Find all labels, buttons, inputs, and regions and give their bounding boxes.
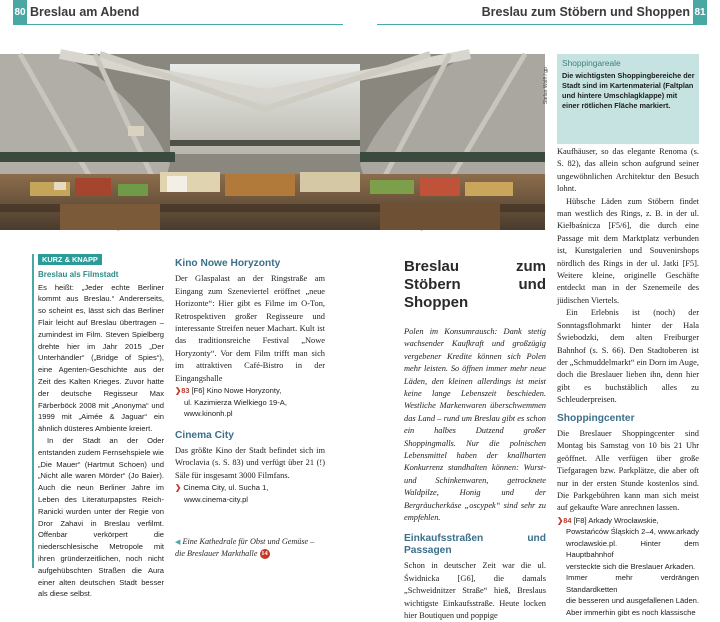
pin-number-83: 83: [181, 386, 190, 396]
cinema-city-address-line1: Cinema City, ul. Sucha 1,: [183, 483, 269, 493]
intro-paragraph: Polen im Konsumrausch: Dank stetig wachsender Kaufkraft und großzügig vergebener Kredite können sich Polen mehr leisten. So öffnen immer mehr neue Läden, den kleinen allerdings ist meist keine lange Lebenszeit beschieden. Westliche Markenwaren überschwemmen das Land – rund um Breslau gibt es schon ein halbes Dutzend großer Shoppingmalls. Nur die polnischen Lebensmittel haben der knallharten Konkurrenz standhalten können: Wurst- und Schinkenwaren, getrocknete Waldpilze, Honig und der Bergräucherkäse „oscypek“ sind sehr zu empfehlen.: [404, 327, 546, 523]
sidebar-rule: [32, 254, 34, 568]
kino-address: [175, 385, 325, 420]
heading-cinema-city: Cinema City: [175, 429, 234, 441]
arkady-line2: Powstańców Śląskich 2–4, www.arkady: [566, 527, 699, 537]
info-box-text: Die wichtigsten Shoppingbereiche der Stadt sind im Kartenmaterial (Faltplan und hintere Umschlagklappe) mit einer rötlichen Fläche markiert.: [562, 71, 695, 110]
running-title-left: Breslau am Abend: [30, 5, 140, 19]
header-rule-left: [13, 24, 343, 25]
sidebar-title: Breslau als Filmstadt: [38, 269, 119, 279]
photo-caption: [175, 536, 325, 559]
column-cinema: [175, 258, 325, 505]
arkady-line7: Aber immerhin gibt es noch klassische: [566, 607, 696, 617]
arkady-line4: versteckte sich die Breslauer Arkaden.: [566, 561, 696, 571]
sidebar-paragraph-1: Es heißt: „Jeder echte Berliner kommt aus Breslau.“ Andererseits, so scheint es, lässt sich das Berliner Flair leicht auf Breslau übertragen – zumindest im Film. Steven Spielberg drehte hier im Jahr 2015 „Der Unterhändler“ („Bridge of Spies“), eine Agenten-Geschichte aus der Zeit des Kalten Krieges. Zuvor hatte der deutsche Regisseur Max Färberböck 2008 mit „Anonyma“ und 1999 mit „Aimée & Jaguar“ ein ähnlich düsteres Ambiente kreiert.: [38, 282, 164, 434]
kino-address-line2: ul. Kazimierza Wielkiego 19-A,: [184, 397, 287, 407]
market-hall-illustration: [0, 54, 545, 230]
photo-credit: Stefan Wolff / gp: [543, 67, 549, 104]
kino-website[interactable]: www.kinonh.pl: [184, 409, 233, 419]
heading-shoppingcenter: Shoppingcenter: [557, 412, 635, 424]
stoebern-paragraph: Hübsche Läden zum Stöbern findet man westlich des Rings, z. B. in der ul. Kiełbaśnicza [F5/6], die durch eine Passage mit dem Marktplatz verbunden ist, Kunstgalerien und Souvenirshops nördlich des Rings in der ul. Jatki [F5]. Weitere kleine, originelle Geschäfte entdeckt man in der Szenemeile des jüdischen Viertels.: [557, 196, 699, 305]
kino-address-line1: [F6] Kino Nowe Horyzonty,: [191, 386, 282, 396]
info-box-title: Shoppingareale: [562, 58, 621, 68]
flohmarkt-paragraph: Ein Erlebnis ist (noch) der Sonntagsflohmarkt hinter der Hala Świebodzki, dem alten Freiburger Bahnhof (s. S. 66). Den Stadtoberen ist der „Schmuddelmarkt“ ein Dorn im Auge, doch die Breslauer lieben ihn, denn hier gibt es buchstäblich alles zu Schleuderpreisen.: [557, 308, 699, 405]
page-number-right: 81: [693, 0, 707, 24]
column-shopping-intro: [404, 258, 546, 622]
sidebar-box: [38, 254, 164, 600]
column-shopping-continued: [557, 146, 699, 618]
heading-kino-nowe-horyzonty: Kino Nowe Horyzonty: [175, 258, 281, 269]
arkady-line6: die besseren und ausgefallenen Läden.: [566, 596, 699, 606]
map-pin-icon: ❯: [175, 483, 182, 493]
einkaufsstrassen-paragraph: Schon in deutscher Zeit war die ul. Świdnicka [G6], die damals „Schweidnitzer Straße“ hieß, Breslaus wichtigste Einkaufsstraße. Heute locken hier Boutiquen und poppige: [404, 561, 546, 620]
map-pin-icon: ❯: [557, 515, 564, 525]
pin-number-84: 84: [563, 515, 572, 525]
heading-einkaufsstrassen: Einkaufsstraßen und Passagen: [404, 532, 546, 556]
sidebar-paragraph-2: In der Stadt an der Oder entstanden zudem Fernsehspiele wie „Die Mauer“ (Hartmut Schoen) und „Nicht alle waren Mörder“ (Jo Baier). Auch die neun Berliner Jahre im Leben des Literaturpapstes Reich-Ranicki wurden unter der Regie von Dror Zahavi in Breslau verfilmt. Offenbar verkörpert die niederschlesische Metropole mit ihren gründerzeitlichen, noch nicht aufgehübschten Straßen die Aura einer alten deutschen Stadt besser als diese selbst.: [38, 435, 164, 599]
caption-text: Eine Kathedrale für Obst und Gemüse – die Breslauer Markthalle: [175, 537, 315, 558]
map-pin-icon: ❯: [175, 386, 182, 396]
market-hall-photo: [0, 54, 545, 230]
shoppingcenter-paragraph: Die Breslauer Shoppingcenter sind Montag bis Samstag von 10 bis 21 Uhr geöffnet. Alle verfügen über große Tiefgaragen bzw. Parkplätze, die aber oft nur in der ersten Stunde kostenlos sind. Die Parkgebühren kann man sich meist auf gekaufte Ware anrechnen lassen.: [557, 428, 699, 513]
chapter-heading: Breslau zum Stöbern und Shoppen: [404, 258, 546, 311]
arkady-line5: Immer mehr verdrängen Standardketten: [566, 573, 699, 594]
renoma-paragraph: Kaufhäuser, so das elegante Renoma (s. S. 82), das allein schon aufgrund seiner ungewöhnlichen Architektur den Besuch lohnt.: [557, 147, 699, 194]
arkady-line1: [F8] Arkady Wrocławskie,: [573, 515, 659, 525]
kurz-knapp-badge: KURZ & KNAPP: [38, 254, 102, 265]
cinema-city-paragraph: Das größte Kino der Stadt befindet sich im Wroclavia (s. S. 83) und verfügt über 21 (!) Säle für insgesamt 3000 Filmfans.: [175, 445, 325, 480]
header-rule-right: [377, 24, 707, 25]
running-title-right: Breslau zum Stöbern und Shoppen: [481, 5, 690, 19]
page-number-left: 80: [13, 0, 27, 24]
cinema-city-website[interactable]: www.cinema-city.pl: [184, 494, 248, 504]
info-box: [557, 54, 699, 144]
arkady-line3: wroclawskie.pl. Hinter dem Hauptbahnhof: [566, 538, 699, 560]
caption-arrow-icon: ◀: [175, 538, 181, 546]
caption-number-badge: 14: [261, 550, 268, 557]
cinema-city-address: [175, 482, 325, 505]
kino-paragraph: Der Glaspalast an der Ringstraße am Eingang zum Szeneviertel eröffnet „neue Horizonte“: Hier gibt es Filme im O-Ton, Retrospektiven großer Regisseure und interessante Streifen neuer Machart. Kult ist das traditionsreiche Festival „Nowe Horyzonty“. Vor dem Film trifft man sich im attraktiven Café-Bistro in der Eingangshalle: [175, 274, 325, 383]
arkady-address: [557, 515, 699, 619]
